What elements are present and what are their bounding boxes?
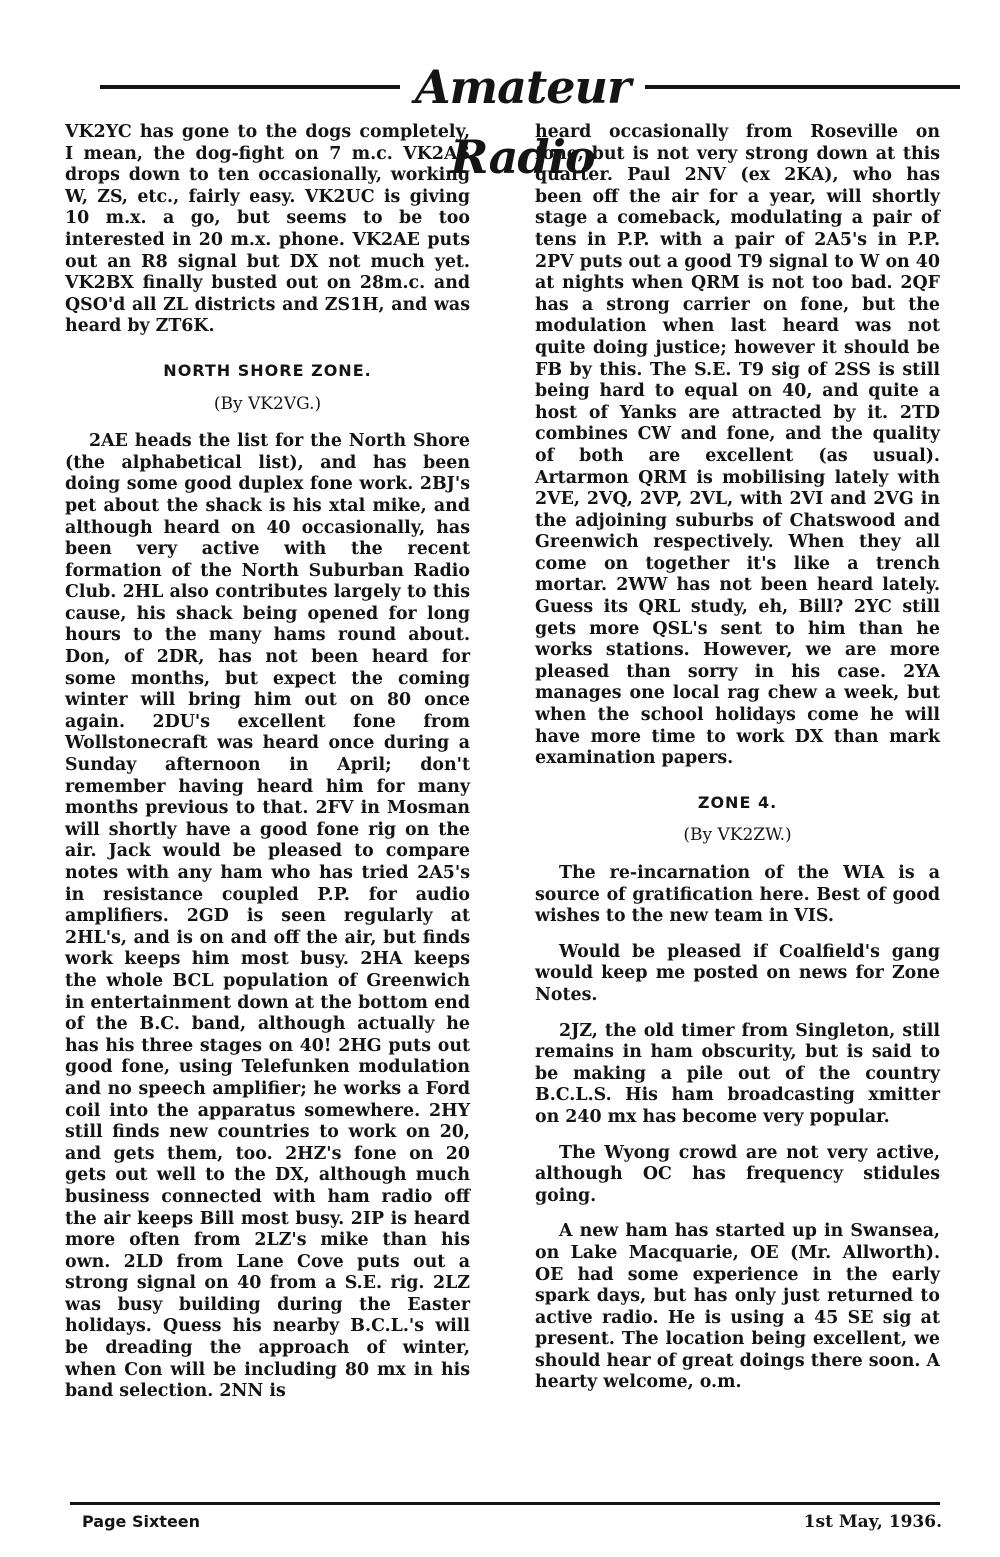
section-heading-north-shore: NORTH SHORE ZONE. [163,360,372,380]
right-column [535,122,940,1408]
zone-4-paragraph: The Wyong crowd are not very active, although OC has frequency stidules going. [535,1142,940,1206]
zone-4-paragraph: Would be pleased if Coalfield's gang would keep me posted on news for Zone Notes. [535,941,940,1005]
masthead-rule-right [645,85,960,89]
issue-date: 1st May, 1936. [803,1512,942,1532]
section-byline-zone-4: (By VK2ZW.) [683,825,792,846]
page-number: Page Sixteen [82,1512,201,1531]
section-heading-zone-4: ZONE 4. [697,792,778,812]
masthead-header [100,52,960,184]
left-column [65,122,470,1417]
section-byline-north-shore: (By VK2VG.) [213,393,322,414]
masthead-title: Amateur Radio [414,60,631,184]
zone-4-paragraph: The re-incarnation of the WIA is a source of gratification here. Best of good wishes to the new team in VIS. [535,863,940,927]
intro-paragraph: VK2YC has gone to the dogs completely, I mean, the dog-fight on 7 m.c. VK2AS drops down to ten occasionally, working W, ZS, etc., fairly easy. VK2UC is giving 10 m.x. a go, but seems to be too interested in 20 m.x. phone. VK2AE puts out an R8 signal but DX not much yet. VK2BX finally busted out on 28m.c. and QSO'd all ZL districts and ZS1H, and was heard by ZT6K. [65,122,470,337]
masthead-rule-left [100,85,400,89]
zone-4-paragraph: 2JZ, the old timer from Singleton, still remains in ham obscurity, but is said to be making a pile out of the country B.C.L.S. His ham broadcasting xmitter on 240 mx has become very popular. [535,1020,940,1127]
footer-rule [70,1502,940,1505]
continuation-paragraph: heard occasionally from Roseville on fone, but is not very strong down at this quarter. Paul 2NV (ex 2KA), who has been off the air for a year, will shortly stage a comeback, modulating a pair of tens in P.P. with a pair of 2A5's in P.P. 2PV puts out a good T9 signal to W on 40 at nights when QRM is not too bad. 2QF has a strong carrier on fone, but the modulation when last heard was not quite doing justice; however it should be FB by this. The S.E. T9 sig of 2SS is still being hard to equal on 40, and quite a host of Yanks are attracted by it. 2TD combines CW and fone, and the quality of both are excellent (as usual). Artarmon QRM is mobilising lately with 2VE, 2VQ, 2VP, 2VL, with 2VI and 2VG in the adjoining suburbs of Chatswood and Greenwich respectively. When they all come on together it's like a trench mortar. 2WW has not been heard lately. Guess its QRL study, eh, Bill? 2YC still gets more QSL's sent to him than he works stations. However, we are more pleased than sorry in his case. 2YA manages one local rag chew a week, but when the school holidays come he will have more time to work DX than mark examination papers. [535,122,940,769]
zone-4-paragraph: A new ham has started up in Swansea, on Lake Macquarie, OE (Mr. Allworth). OE had some experience in the early spark days, but has only just returned to active radio. He is using a 45 SE sig at present. The location being excellent, we should hear of great doings there soon. A hearty welcome, o.m. [535,1221,940,1393]
north-shore-paragraph: 2AE heads the list for the North Shore (the alphabetical list), and has been doing some good duplex fone work. 2BJ's pet about the shack is his xtal mike, and although heard on 40 occasionally, has been very active with the recent formation of the North Suburban Radio Club. 2HL also contributes largely to this cause, his shack being opened for long hours to the many hams round about. Don, of 2DR, has not been heard for some months, but expect the coming winter will bring him out on 80 once again. 2DU's excellent fone from Wollstonecraft was heard once during a Sunday afternoon in April; don't remember having heard him for many months previous to that. 2FV in Mosman will shortly have a good fone rig on the air. Jack would be pleased to compare notes with any ham who has tried 2A5's in resistance coupled P.P. for audio amplifiers. 2GD is seen regularly at 2HL's, and is on and off the air, but finds work keeps him most busy. 2HA keeps the whole BCL population of Greenwich in entertainment down at the bottom end of the B.C. band, although actually he has his three stages on 40! 2HG puts out good fone, using Telefunken modulation and no speech amplifier; he works a Ford coil into the apparatus somewhere. 2HY still finds new countries to work on 20, and gets them, too. 2HZ's fone on 20 gets out well to the DX, although much business connected with ham radio off the air keeps Bill most busy. 2IP is heard more often from 2LZ's mike than his own. 2LD from Lane Cove puts out a strong signal on 40 from a S.E. rig. 2LZ was busy building during the Easter holidays. Quess his nearby B.C.L.'s will be dreading the approach of winter, when Con will be including 80 mx in his band selection. 2NN is [65,431,470,1402]
